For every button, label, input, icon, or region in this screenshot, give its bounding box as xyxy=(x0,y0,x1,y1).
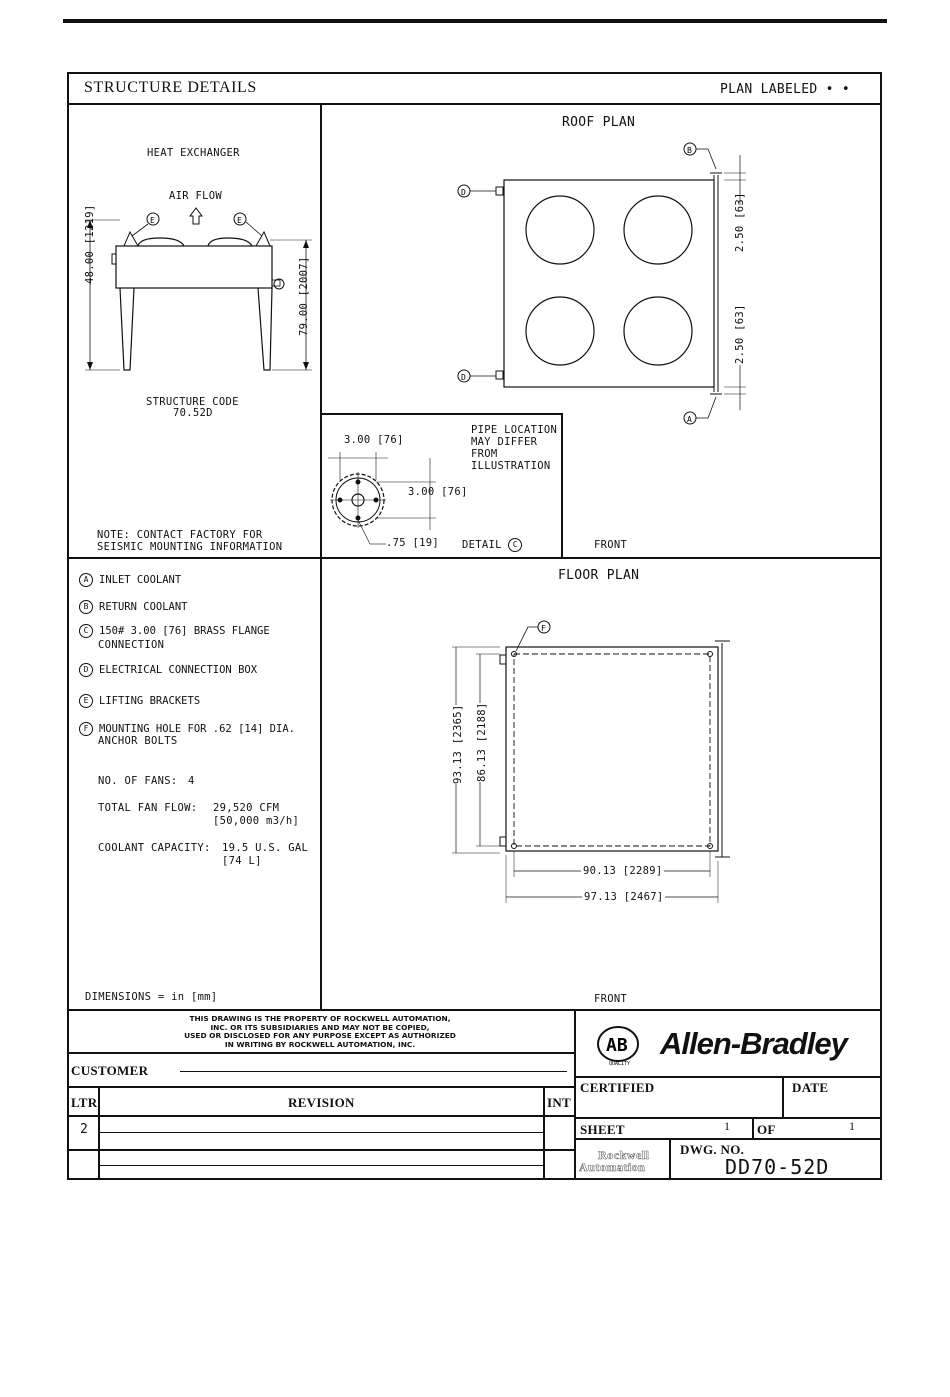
brand-divider xyxy=(574,1076,882,1078)
lifting-bracket-left xyxy=(124,232,138,246)
drawing-number: DD70-52D xyxy=(725,1155,830,1179)
legend-item-b: B RETURN COOLANT xyxy=(79,600,188,614)
fan-flow-value-2: [50,000 m3/h] xyxy=(213,815,300,827)
rockwell-label-2: Automation xyxy=(579,1160,646,1174)
customer-field-line xyxy=(180,1071,567,1072)
legend-item-a: A INLET COOLANT xyxy=(79,573,181,587)
revision-header: REVISION xyxy=(288,1095,355,1110)
top-rule xyxy=(63,19,887,23)
floor-dim-9713: 97.13 [2467] xyxy=(584,891,664,903)
revision-row-1 xyxy=(67,1115,574,1117)
revision-letter: 2 xyxy=(80,1122,89,1137)
lifting-bracket-right xyxy=(256,232,270,246)
pipe-note-2: MAY DIFFER xyxy=(471,436,538,448)
detail-box-top xyxy=(320,413,562,415)
certified-label: CERTIFIED xyxy=(580,1080,655,1095)
dwg-row-top xyxy=(574,1138,882,1140)
title-block-divider xyxy=(67,1009,882,1011)
floor-dim-9013: 90.13 [2289] xyxy=(583,865,663,877)
page-title: STRUCTURE DETAILS xyxy=(84,79,257,96)
callout-e-left-text: E xyxy=(150,216,155,225)
fan-2 xyxy=(624,196,692,264)
structure-code-value: 70.52D xyxy=(173,407,213,419)
int-header: INT xyxy=(547,1095,572,1110)
roof-dim-bottom: 2.50 [63] xyxy=(734,304,746,364)
air-flow-arrow-icon xyxy=(190,208,202,224)
detail-ref-circle: C xyxy=(508,538,522,552)
legend-item-c: C 150# 3.00 [76] BRASS FLANGE xyxy=(79,624,270,638)
detail-dim-vertical: 3.00 [76] xyxy=(408,486,468,498)
pipe-note-4: ILLUSTRATION xyxy=(471,460,551,472)
proprietary-notice: THIS DRAWING IS THE PROPERTY OF ROCKWELL AUTOMATION, INC. OR ITS SUBSIDIARIES AND MAY NOT BE COPIED, USED OR DISCLOSED FOR ANY PURPOSE EXCEPT AS AUTHORIZED IN WRITING BY ROCKWELL AUTOMATION, INC. xyxy=(184,1014,456,1049)
fan-1 xyxy=(526,196,594,264)
floor-outline xyxy=(506,647,718,851)
dim-79-label: 79.00 [2007] xyxy=(298,256,310,336)
pipe-note-1: PIPE LOCATION xyxy=(471,424,558,436)
date-divider xyxy=(782,1076,784,1117)
floor-dim-9313: 93.13 [2365] xyxy=(452,704,464,784)
side-elevation-drawing xyxy=(80,200,320,380)
revision-header-top xyxy=(67,1086,574,1088)
dwg-no-label: DWG. NO. xyxy=(680,1142,745,1157)
revision-row-2 xyxy=(67,1149,574,1151)
fans-label: NO. OF FANS: xyxy=(98,775,178,787)
svg-text:AB: AB xyxy=(606,1035,628,1056)
cabinet-outline xyxy=(116,246,272,288)
customer-label: CUSTOMER xyxy=(71,1063,149,1078)
dwg-divider xyxy=(669,1138,671,1180)
fans-value: 4 xyxy=(188,775,195,787)
seismic-note-line2: SEISMIC MOUNTING INFORMATION xyxy=(97,541,283,553)
fan-flow-value-1: 29,520 CFM xyxy=(213,802,280,814)
sheet-label: SHEET xyxy=(580,1122,625,1137)
roof-front-label: FRONT xyxy=(594,539,628,551)
allen-bradley-logo-icon xyxy=(596,1024,640,1068)
svg-text:A: A xyxy=(687,415,692,424)
floor-front-label: FRONT xyxy=(594,993,628,1005)
notice-divider xyxy=(67,1052,574,1054)
fan-3 xyxy=(526,297,594,365)
heat-exchanger-label: HEAT EXCHANGER xyxy=(147,147,240,159)
roof-dim-top: 2.50 [63] xyxy=(734,192,746,252)
callout-e-right-text: E xyxy=(237,216,242,225)
structure-code-label: STRUCTURE CODE xyxy=(146,396,239,408)
leg-right xyxy=(258,288,272,370)
date-label: DATE xyxy=(792,1080,829,1095)
detail-dim-horizontal: 3.00 [76] xyxy=(344,434,404,446)
leg-left xyxy=(120,288,134,370)
legend-item-e: E LIFTING BRACKETS xyxy=(79,694,200,708)
detail-caption: DETAIL C xyxy=(462,538,528,552)
roof-plan-title: ROOF PLAN xyxy=(562,115,636,130)
seismic-note-line1: NOTE: CONTACT FACTORY FOR xyxy=(97,529,263,541)
svg-text:B: B xyxy=(687,146,692,155)
capacity-value-1: 19.5 U.S. GAL xyxy=(222,842,309,854)
callout-b-side xyxy=(274,279,284,289)
air-flow-label: AIR FLOW xyxy=(169,190,222,202)
legend-item-f-line2: ANCHOR BOLTS xyxy=(98,735,178,747)
capacity-value-2: [74 L] xyxy=(222,855,262,867)
svg-text:D: D xyxy=(461,188,466,197)
svg-text:QUALITY: QUALITY xyxy=(609,1061,631,1067)
fan-flow-label: TOTAL FAN FLOW: xyxy=(98,802,198,814)
roof-plan-drawing xyxy=(440,135,760,425)
pipe-note-3: FROM xyxy=(471,448,498,460)
rockwell-label-1: Rockwell xyxy=(598,1148,650,1162)
capacity-label: COOLANT CAPACITY: xyxy=(98,842,211,854)
fan-housing-1 xyxy=(138,238,184,246)
ltr-header: LTR xyxy=(71,1095,98,1110)
fan-housing-2 xyxy=(208,238,252,246)
svg-text:D: D xyxy=(461,373,466,382)
int-column-divider xyxy=(543,1086,545,1180)
svg-text:F: F xyxy=(541,624,546,633)
of-label: OF xyxy=(757,1122,776,1137)
plan-marks: • • xyxy=(825,82,851,97)
floor-dim-8613: 86.13 [2188] xyxy=(476,702,488,782)
legend-item-f: F MOUNTING HOLE FOR .62 [14] DIA. xyxy=(79,722,295,736)
header-divider xyxy=(67,103,882,105)
brand-name: Allen-Bradley xyxy=(660,1026,847,1061)
detail-box-right xyxy=(561,413,563,557)
detail-dim-bolt: .75 [19] xyxy=(386,537,439,549)
of-divider xyxy=(752,1117,754,1138)
plan-labeled: PLAN LABELED • • xyxy=(720,82,851,97)
fan-4 xyxy=(624,297,692,365)
roof-outline xyxy=(504,180,714,387)
of-value: 1 xyxy=(849,1119,856,1133)
legend-item-d: D ELECTRICAL CONNECTION BOX xyxy=(79,663,257,677)
floor-plan-title: FLOOR PLAN xyxy=(558,568,640,583)
revision-row-line-b xyxy=(98,1165,543,1166)
legend-item-c-line2: CONNECTION xyxy=(98,639,165,651)
anchor-bolt-pattern xyxy=(514,654,710,846)
revision-row-line-a xyxy=(98,1132,543,1133)
dim-48-label: 48.00 [1219] xyxy=(84,204,96,284)
sheet-value: 1 xyxy=(724,1119,731,1133)
dimensions-note: DIMENSIONS = in [mm] xyxy=(85,991,218,1003)
title-block-vertical xyxy=(574,1009,576,1180)
middle-divider xyxy=(67,557,882,559)
